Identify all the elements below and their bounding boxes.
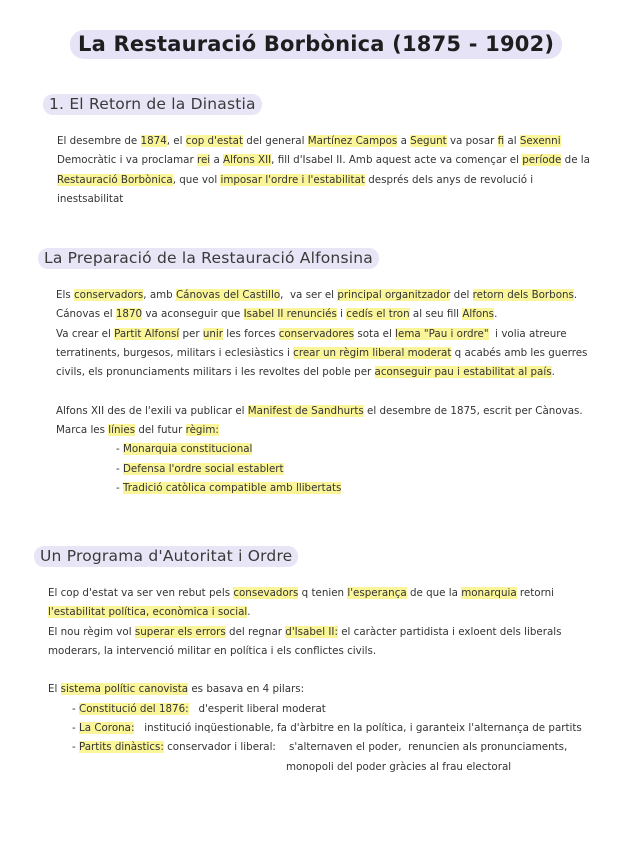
page-title: La Restauració Borbònica (1875 - 1902) bbox=[70, 30, 562, 59]
text-run: per bbox=[179, 327, 203, 340]
text-line bbox=[48, 603, 582, 622]
text-run: terratinents, burgesos, militars i eclesiàstics i bbox=[56, 346, 294, 359]
highlighted-text: règim: bbox=[185, 424, 219, 437]
text-run: d'esperit liberal moderat bbox=[188, 702, 326, 715]
text-line bbox=[56, 440, 587, 459]
text-line bbox=[56, 305, 587, 324]
text-line bbox=[48, 719, 582, 738]
text-run: Marca les bbox=[56, 424, 109, 437]
text-line bbox=[56, 363, 587, 382]
text-run: - bbox=[72, 702, 79, 715]
text-line bbox=[57, 132, 590, 151]
text-line bbox=[57, 190, 590, 209]
text-run: - bbox=[72, 741, 79, 754]
highlighted-text: superar els errors bbox=[134, 625, 226, 638]
text-run: q acabés amb les guerres bbox=[451, 346, 588, 359]
text-run: - bbox=[72, 722, 79, 735]
section-1-paragraph bbox=[57, 132, 590, 209]
highlighted-text: Isabel II renunciés bbox=[243, 308, 337, 321]
highlighted-text: fi bbox=[497, 135, 505, 147]
highlighted-text: Manifest de Sandhurts bbox=[247, 404, 364, 417]
section-heading-3: Un Programa d'Autoritat i Ordre bbox=[34, 546, 298, 567]
text-run: q tenien bbox=[298, 587, 348, 599]
title-wrap bbox=[70, 30, 562, 59]
text-run: es basava en 4 pilars: bbox=[188, 683, 305, 696]
highlighted-text: període bbox=[522, 154, 562, 167]
text-run: Cánovas el bbox=[56, 308, 116, 321]
highlighted-text: consevadors bbox=[233, 587, 299, 599]
text-line bbox=[48, 661, 582, 680]
text-line bbox=[56, 479, 587, 498]
text-run: El nou règim vol bbox=[48, 625, 135, 638]
highlighted-text: Segunt bbox=[410, 135, 447, 147]
text-run: i bbox=[336, 308, 347, 321]
highlighted-text: Alfons XII bbox=[223, 154, 272, 167]
text-run: i volia atreure bbox=[488, 327, 567, 340]
highlighted-text: Restauració Borbònica bbox=[57, 173, 173, 186]
highlighted-text: Monarquia constitucional bbox=[123, 443, 253, 456]
text-run: El cop d'estat va ser ven rebut pels bbox=[48, 587, 234, 599]
text-run: . bbox=[551, 366, 555, 379]
text-line bbox=[56, 460, 587, 479]
highlighted-text: Tradició catòlica compatible amb llibertats bbox=[123, 481, 342, 494]
text-run: moderars, la intervenció militar en política i els conflictes civils. bbox=[48, 644, 377, 657]
text-run: - bbox=[116, 443, 123, 456]
highlighted-text: l'esperança bbox=[347, 587, 407, 599]
text-run: de que la bbox=[406, 587, 462, 599]
highlighted-text: La Corona: bbox=[79, 722, 135, 735]
text-run: després dels anys de revolució i bbox=[364, 173, 534, 186]
text-line bbox=[56, 286, 587, 305]
text-run: conservador i liberal: s'alternaven el poder, renuncien als pronunciaments, bbox=[163, 741, 568, 754]
text-run: retorni bbox=[516, 587, 555, 599]
highlighted-text: imposar l'ordre i l'estabilitat bbox=[220, 173, 365, 186]
highlighted-text: cop d'estat bbox=[185, 135, 244, 147]
highlighted-text: rei bbox=[196, 154, 211, 167]
text-run: va posar bbox=[446, 135, 498, 147]
text-run: inestsabilitat bbox=[57, 192, 124, 205]
text-run: - bbox=[116, 462, 123, 475]
text-run: el caràcter partidista i exloent dels liberals bbox=[337, 625, 562, 638]
text-run: al seu fill bbox=[409, 308, 463, 321]
text-line bbox=[48, 700, 582, 719]
text-run: va aconseguir que bbox=[142, 308, 244, 321]
text-run: al bbox=[504, 135, 520, 147]
text-run: Democràtic i va proclamar bbox=[57, 154, 197, 167]
highlighted-text: conservadores bbox=[278, 327, 355, 340]
text-run: El bbox=[48, 683, 61, 696]
text-line bbox=[48, 758, 582, 777]
text-run: , que vol bbox=[172, 173, 221, 186]
text-run: del general bbox=[243, 135, 308, 147]
highlighted-text: Partits dinàstics: bbox=[79, 741, 164, 754]
text-line bbox=[48, 738, 582, 757]
text-run: del regnar bbox=[225, 625, 286, 638]
text-run: Va crear el bbox=[56, 327, 115, 340]
section-3-paragraph bbox=[48, 584, 582, 777]
text-line bbox=[57, 151, 590, 170]
highlighted-text: aconseguir pau i estabilitat al país bbox=[374, 366, 552, 379]
text-run: , va ser el bbox=[280, 289, 338, 301]
section-heading-1: 1. El Retorn de la Dinastia bbox=[43, 94, 262, 115]
highlighted-text: retorn dels Borbons bbox=[472, 289, 574, 301]
highlighted-text: d'Isabel II: bbox=[285, 625, 338, 638]
highlighted-text: 1870 bbox=[115, 308, 143, 321]
text-line bbox=[56, 402, 587, 421]
highlighted-text: Defensa l'ordre social establert bbox=[123, 462, 284, 475]
highlighted-text: línies bbox=[108, 424, 136, 437]
highlighted-text: Alfons bbox=[462, 308, 495, 321]
text-run: de la bbox=[561, 154, 590, 167]
text-line bbox=[48, 680, 582, 699]
text-run: . bbox=[494, 308, 498, 321]
text-run: , amb bbox=[143, 289, 176, 301]
text-run: , el bbox=[166, 135, 186, 147]
section-2-paragraph bbox=[56, 286, 587, 498]
highlighted-text: Partit Alfonsí bbox=[114, 327, 180, 340]
highlighted-text: sistema polític canovista bbox=[60, 683, 189, 696]
text-line bbox=[48, 623, 582, 642]
text-run: civils, els pronunciaments militars i les revoltes del poble per bbox=[56, 366, 375, 379]
text-line bbox=[57, 171, 590, 190]
text-run: del futur bbox=[135, 424, 186, 437]
text-run: . bbox=[573, 289, 578, 301]
highlighted-text: principal organitzador bbox=[337, 289, 451, 301]
text-run: sota el bbox=[354, 327, 396, 340]
text-line bbox=[56, 325, 587, 344]
text-run: El desembre de bbox=[57, 135, 141, 147]
highlighted-text: unir bbox=[202, 327, 224, 340]
text-run: a bbox=[397, 135, 411, 147]
highlighted-text: cedís el tron bbox=[346, 308, 410, 321]
text-run: el desembre de 1875, escrit per Cànovas. bbox=[363, 404, 583, 417]
text-run: del bbox=[450, 289, 473, 301]
highlighted-text: Constitució del 1876: bbox=[79, 702, 189, 715]
highlighted-text: conservadors bbox=[74, 289, 144, 301]
text-line bbox=[56, 382, 587, 401]
highlighted-text: Cánovas del Castillo bbox=[175, 289, 281, 301]
text-run: institució inqüestionable, fa d'àrbitre en la política, i garanteix l'alternança de partits bbox=[134, 722, 582, 735]
highlighted-text: Martínez Campos bbox=[307, 135, 398, 147]
text-run: - bbox=[116, 481, 123, 494]
text-run: les forces bbox=[223, 327, 279, 340]
text-line bbox=[48, 584, 582, 603]
text-run: , fill d'Isabel II. Amb aquest acte va començar el bbox=[271, 154, 523, 167]
text-run: . bbox=[247, 606, 251, 619]
highlighted-text: 1874 bbox=[140, 135, 167, 147]
text-line bbox=[56, 421, 587, 440]
highlighted-text: lema "Pau i ordre" bbox=[395, 327, 489, 340]
text-run: monopoli del poder gràcies al frau electoral bbox=[286, 760, 512, 773]
highlighted-text: l'estabilitat política, econòmica i social bbox=[48, 606, 248, 619]
text-run: Els bbox=[56, 289, 75, 301]
highlighted-text: Sexenni bbox=[519, 135, 561, 147]
text-line bbox=[48, 642, 582, 661]
highlighted-text: monarquia bbox=[461, 587, 517, 599]
section-heading-2: La Preparació de la Restauració Alfonsina bbox=[38, 248, 379, 269]
text-run: a bbox=[210, 154, 224, 167]
highlighted-text: crear un règim liberal moderat bbox=[293, 346, 452, 359]
text-run: Alfons XII des de l'exili va publicar el bbox=[56, 404, 248, 417]
text-line bbox=[56, 344, 587, 363]
